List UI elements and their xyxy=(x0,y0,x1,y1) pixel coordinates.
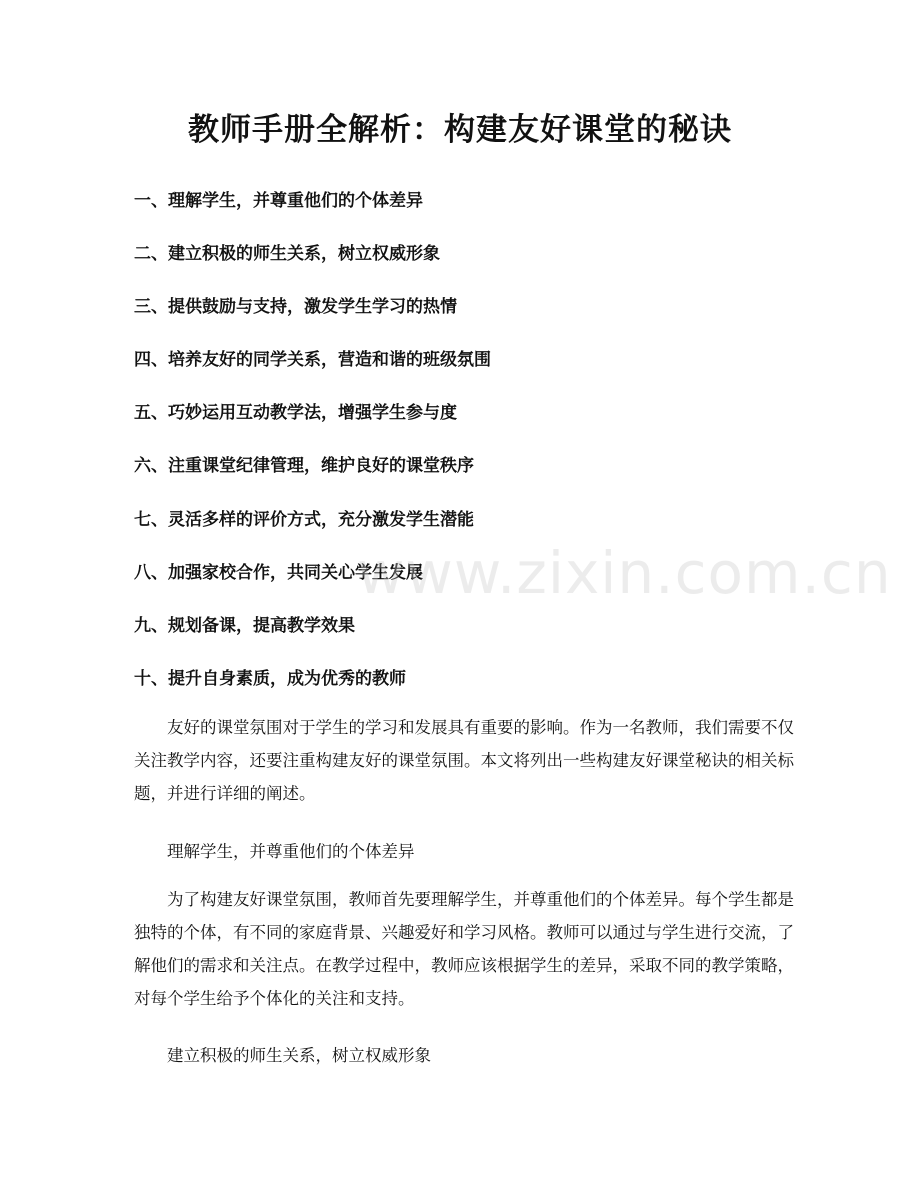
section-1-paragraph: 为了构建友好课堂氛围，教师首先要理解学生，并尊重他们的个体差异。每个学生都是独特的个体，有不同的家庭背景、兴趣爱好和学习风格。教师可以通过与学生进行交流，了解他们的需求和关注点。在教学过程中，教师应该根据学生的差异，采取不同的教学策略，对每个学生给予个体化的关注和支持。 xyxy=(134,890,794,1008)
toc-item-10: 十、提升自身素质，成为优秀的教师 xyxy=(134,668,406,689)
toc-item-3: 三、提供鼓励与支持，激发学生学习的热情 xyxy=(134,297,457,318)
section-1-heading: 理解学生，并尊重他们的个体差异 xyxy=(167,842,415,861)
toc-item-9: 九、规划备课，提高教学效果 xyxy=(134,615,355,636)
toc-item-2: 二、建立积极的师生关系，树立权威形象 xyxy=(134,244,440,265)
intro-paragraph: 友好的课堂氛围对于学生的学习和发展具有重要的影响。作为一名教师，我们需要不仅关注教学内容，还要注重构建友好的课堂氛围。本文将列出一些构建友好课堂秘诀的相关标题，并进行详细的阐述。 xyxy=(134,718,794,803)
toc-item-4: 四、培养友好的同学关系，营造和谐的班级氛围 xyxy=(134,350,491,371)
section-2-heading: 建立积极的师生关系，树立权威形象 xyxy=(167,1046,431,1065)
toc-item-7: 七、灵活多样的评价方式，充分激发学生潜能 xyxy=(134,509,474,530)
table-of-contents xyxy=(134,185,794,716)
toc-item-6: 六、注重课堂纪律管理，维护良好的课堂秩序 xyxy=(134,456,474,477)
watermark: www.zixin.com.cn xyxy=(357,539,892,607)
toc-item-5: 五、巧妙运用互动教学法，增强学生参与度 xyxy=(134,403,457,424)
toc-item-1: 一、理解学生，并尊重他们的个体差异 xyxy=(134,191,423,211)
document-title: 教师手册全解析：构建友好课堂的秘诀 xyxy=(188,112,732,148)
toc-item-8: 八、加强家校合作，共同关心学生发展 xyxy=(134,562,423,583)
